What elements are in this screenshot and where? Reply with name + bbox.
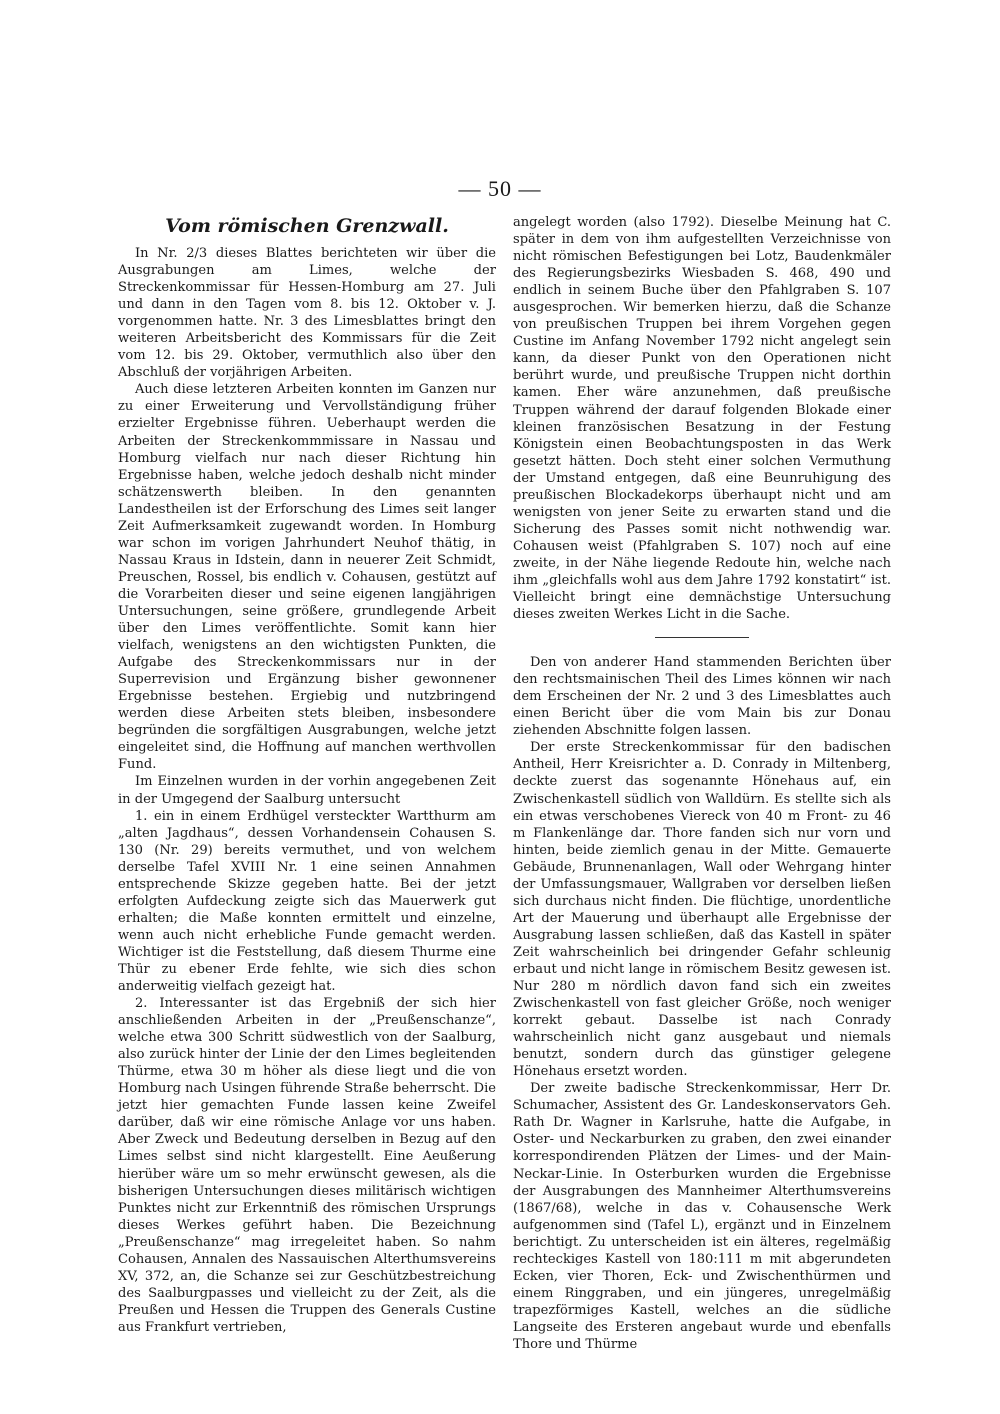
paragraph: 2. Interessanter ist das Ergebniß der sich hier anschließenden Arbeiten in der „Preußenschanze“, welche etwa 300 Schritt südwestlich von der Saalburg, also zurück hinter der Linie der den Limes begleitenden Thürme, etwa 30 m höher als diese liegt und die von Homburg nach Usingen führende Straße beherrscht. Die jetzt hier gemachten Funde lassen keine Zweifel darüber, daß wir eine römische Anlage vor uns haben. Aber Zweck und Bedeutung derselben in Bezug auf den Limes selbst sind nicht klargestellt. Eine Aeußerung hierüber wäre um so mehr erwünscht gewesen, als die bisherigen Untersuchungen dieses militärisch wichtigen Punktes nicht zur Erkenntniß des römischen Ursprungs dieses Werkes geführt haben. Die Bezeichnung „Preußenschanze“ mag irregeleitet haben. So nahm Cohausen, Annalen des Nassauischen Alterthumsvereins XV, 372, an, die Schanze sei zur Geschützbestreichung des Saalburgpasses und vielleicht zu der Zeit, als die Preußen und Hessen die Truppen des Generals Custine aus Frankfurt vertrieben, bbox=[118, 996, 496, 1335]
right-column bbox=[513, 214, 891, 1353]
article-title: Vom römischen Grenzwall. bbox=[165, 215, 449, 237]
paragraph: Auch diese letzteren Arbeiten konnten im Ganzen nur zu einer Erweiterung und Vervollständigung früher erzielter Ergebnisse führen. Ueberhaupt werden die Arbeiten der Streckenkommmissare in Nassau und Homburg vielfach nur nach dieser Richtung hin Ergebnisse haben, welche jedoch deshalb nicht minder schätzenswerth bleiben. In den genannten Landestheilen ist der Erforschung des Limes seit langer Zeit Aufmerksamkeit zugewandt worden. In Homburg war schon im vorigen Jahrhundert Neuhof thätig, in Nassau Kraus in Idstein, dann in neuerer Zeit Schmidt, Preuschen, Rossel, bis endlich v. Cohausen, gestützt auf die Vorarbeiten dieser und seine eigenen langjährigen Untersuchungen, seine größere, grundlegende Arbeit über den Limes veröffentlichte. Somit kann hier vielfach, wenigstens an den wichtigsten Punkten, die Aufgabe des Streckenkommissars nur in der Superrevision und Ergänzung bisher gewonnener Ergebnisse bestehen. Ergiebig und nutzbringend werden diese Arbeiten stets bleiben, insbesondere begründen die sorgfältigen Ausgrabungen, welche jetzt eingeleitet sind, die Hoffnung auf manchen werthvollen Fund. bbox=[118, 382, 496, 773]
section-divider bbox=[655, 637, 749, 638]
paragraph-continued: angelegt worden (also 1792). Dieselbe Meinung hat C. später in dem von ihm aufgestellten Verzeichnisse von nicht römischen Befestigungen bei Lotz, Baudenkmäler des Regierungsbezirks Wiesbaden S. 468, 490 und endlich in seinem Buche über den Pfahlgraben S. 107 ausgesprochen. Wir bemerken hierzu, daß die Schanze von preußischen Truppen bei ihrem Vorgehen gegen Custine im Anfang November 1792 nicht angelegt sein kann, da dieser Punkt von den Operationen nicht berührt wurde, und preußische Truppen nicht dorthin kamen. Eher wäre anzunehmen, daß preußische Truppen während der darauf folgenden Blokade einer kleinen französischen Besatzung in der Festung Königstein einen Beobachtungsposten in das Werk gesetzt hätten. Doch steht einer solchen Vermuthung der Umstand entgegen, daß eine Beunruhigung des preußischen Blockadekorps überhaupt nicht und am wenigsten von jener Seite zu erwarten stand und die Sicherung des Passes somit nicht nothwendig war. Cohausen weist (Pfahlgraben S. 107) noch auf eine zweite, in der Nähe liegende Redoute hin, welche nach ihm „gleichfalls wohl aus dem Jahre 1792 konstatirt“ ist. Vielleicht bringt eine demnächstige Untersuchung dieses zweiten Werkes Licht in die Sache. bbox=[513, 215, 891, 623]
paragraph: 1. ein in einem Erdhügel versteckter Wartthurm am „alten Jagdhaus“, dessen Vorhandensein Cohausen S. 130 (Nr. 29) bereits vermuthet, und von welchem derselbe Tafel XVIII Nr. 1 eine seinen Annahmen entsprechende Skizze gegeben hatte. Bei der jetzt erfolgten Aufdeckung zeigte sich das Mauerwerk gut erhalten; die Maße konnten ermittelt und einzelne, wenn auch nicht erhebliche Funde gemacht werden. Wichtiger ist die Feststellung, daß diesem Thurme eine Thür zu ebener Erde fehlte, wie sich dies schon anderweitig vielfach gezeigt hat. bbox=[118, 808, 496, 995]
paragraph: Der zweite badische Streckenkommissar, Herr Dr. Schumacher, Assistent des Gr. Landeskonservators Geh. Rath Dr. Wagner in Karlsruhe, hatte die Aufgabe, in Oster- und Neckarburken zu graben, den zwei einander korrespondirenden Plätzen der Limes- und der Main-Neckar-Linie. In Osterburken wurden die Ergebnisse der Ausgrabungen des Mannheimer Alterthumsvereins (1867/68), welche in das v. Cohausensche Werk aufgenommen sind (Tafel L), ergänzt und in Einzelnem berichtigt. Zu unterscheiden ist ein älteres, regelmäßig rechteckiges Kastell von 180:111 m mit abgerundeten Ecken, vier Thoren, Eck- und Zwischenthürmen und einem Ringgraben, und ein jüngeres, unregelmäßig trapezförmiges Kastell, welches an die südliche Langseite des Ersteren angebaut wurde und ebenfalls Thore und Thürme bbox=[513, 1081, 891, 1352]
page-number: — 50 — bbox=[458, 176, 542, 201]
paragraph: Den von anderer Hand stammenden Berichten über den rechtsmainischen Theil des Limes können wir nach dem Erscheinen der Nr. 2 und 3 des Limesblattes auch einen Bericht über die vom Main bis zur Donau ziehenden Abschnitte folgen lassen. bbox=[513, 655, 891, 739]
paragraph: In Nr. 2/3 dieses Blattes berichteten wir über die Ausgrabungen am Limes, welche der Streckenkommissar für Hessen-Homburg am 27. Juli und dann in den Tagen vom 8. bis 12. Oktober v. J. vorgenommen hatte. Nr. 3 des Limesblattes bringt den weiteren Arbeitsbericht des Kommissars für die Zeit vom 12. bis 29. Oktober, vermuthlich also über den Abschluß der vorjährigen Arbeiten. bbox=[118, 246, 496, 381]
left-column bbox=[118, 214, 496, 1336]
paragraph: Im Einzelnen wurden in der vorhin angegebenen Zeit in der Umgegend der Saalburg untersucht bbox=[118, 774, 496, 807]
paragraph: Der erste Streckenkommissar für den badischen Antheil, Herr Kreisrichter a. D. Conrady in Miltenberg, deckte zuerst das sogenannte Hönehaus auf, ein Zwischenkastell südlich von Walldürn. Es stellte sich als ein etwas verschobenes Viereck von 40 m Front- zu 46 m Flankenlänge dar. Thore fanden sich nur vorn und hinten, beide ziemlich genau in der Mitte. Gemauerte Gebäude, Brunnenanlagen, Wall oder Wehrgang hinter der Umfassungsmauer, Wallgraben vor derselben ließen sich durchaus nicht finden. Die flüchtige, unordentliche Art der Mauerung und überhaupt alle Ergebnisse der Ausgrabung lassen schließen, daß das Kastell in später Zeit wahrscheinlich bei dringender Gefahr schleunig erbaut und nicht lange in römischem Besitz gewesen ist. Nur 280 m nördlich davon fand sich ein zweites Zwischenkastell von fast gleicher Größe, noch weniger korrekt gebaut. Dasselbe ist nach Conrady wahrscheinlich nicht ganz ausgebaut und niemals benutzt, sondern durch das günstiger gelegene Hönehaus ersetzt worden. bbox=[513, 740, 891, 1080]
